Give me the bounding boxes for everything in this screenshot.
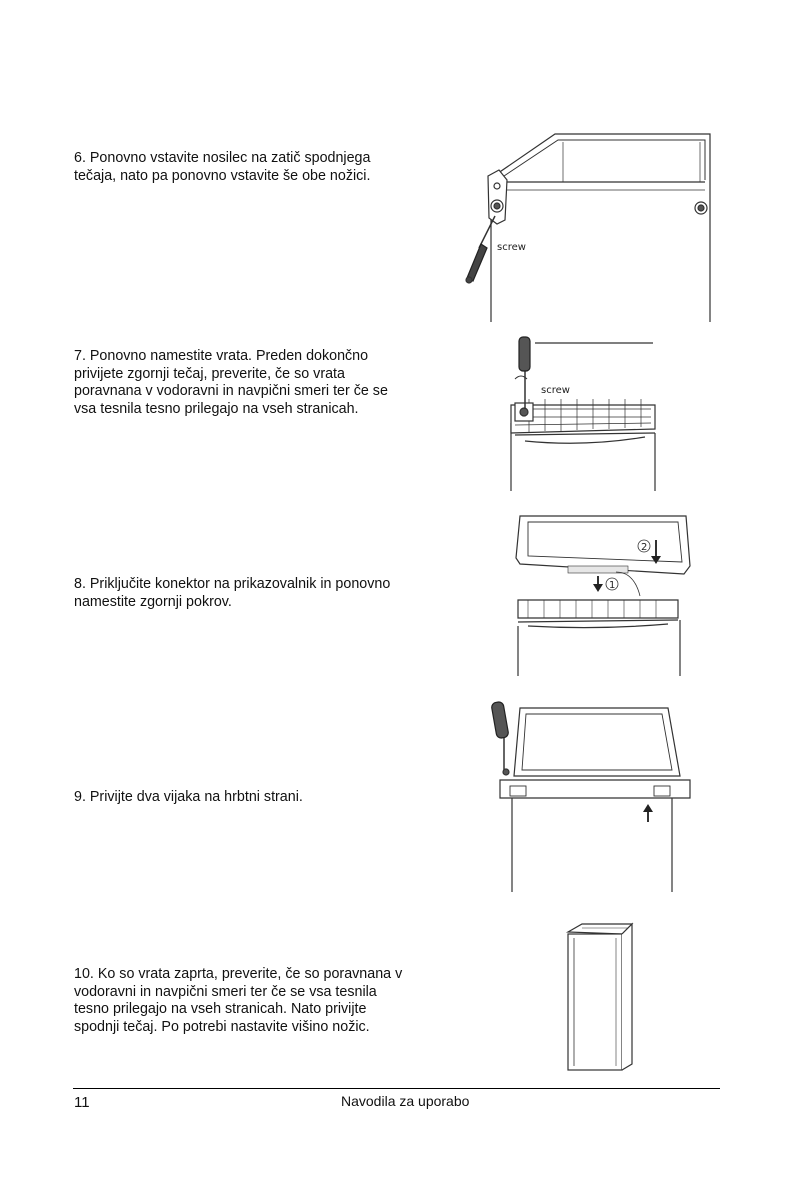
figure-step-10 bbox=[560, 920, 640, 1072]
step-10-text: 10. Ko so vrata zaprta, preverite, če so poravnana v vodoravni in navpični smeri ter če se vsa tesnila tesno prilegajo na vseh stranicah. Nato privijte spodnji tečaj. Po potrebi nastavite višino nožic. bbox=[74, 966, 403, 1035]
step-6-text: 6. Ponovno vstavite nosilec na zatič spodnjega tečaja, nato pa ponovno vstavite še obe nožici. bbox=[74, 150, 371, 184]
figure-step-8 bbox=[508, 508, 693, 678]
figure-step-9 bbox=[480, 698, 700, 894]
page-number: 11 bbox=[74, 1094, 90, 1111]
step-8-text: 8. Priključite konektor na prikazovalnik in ponovno namestite zgornji pokrov. bbox=[74, 576, 391, 610]
step-9-text: 9. Privijte dva vijaka na hrbtni strani. bbox=[74, 789, 303, 805]
marker-2: 2 bbox=[641, 542, 648, 553]
marker-1: 1 bbox=[609, 580, 616, 591]
footer-title: Navodila za uporabo bbox=[341, 1093, 470, 1109]
figure-step-7 bbox=[505, 333, 660, 493]
screw-label: screw bbox=[497, 242, 526, 253]
footer-rule bbox=[73, 1088, 720, 1089]
figure-step-6 bbox=[455, 128, 725, 324]
step-7-text: 7. Ponovno namestite vrata. Preden dokončno privijete zgornji tečaj, preverite, če so vrata poravnana v vodoravni in navpični smeri ter če se vsa tesnila tesno prilegajo na vseh stranicah. bbox=[74, 348, 388, 417]
screw-label-2: screw bbox=[541, 385, 570, 396]
